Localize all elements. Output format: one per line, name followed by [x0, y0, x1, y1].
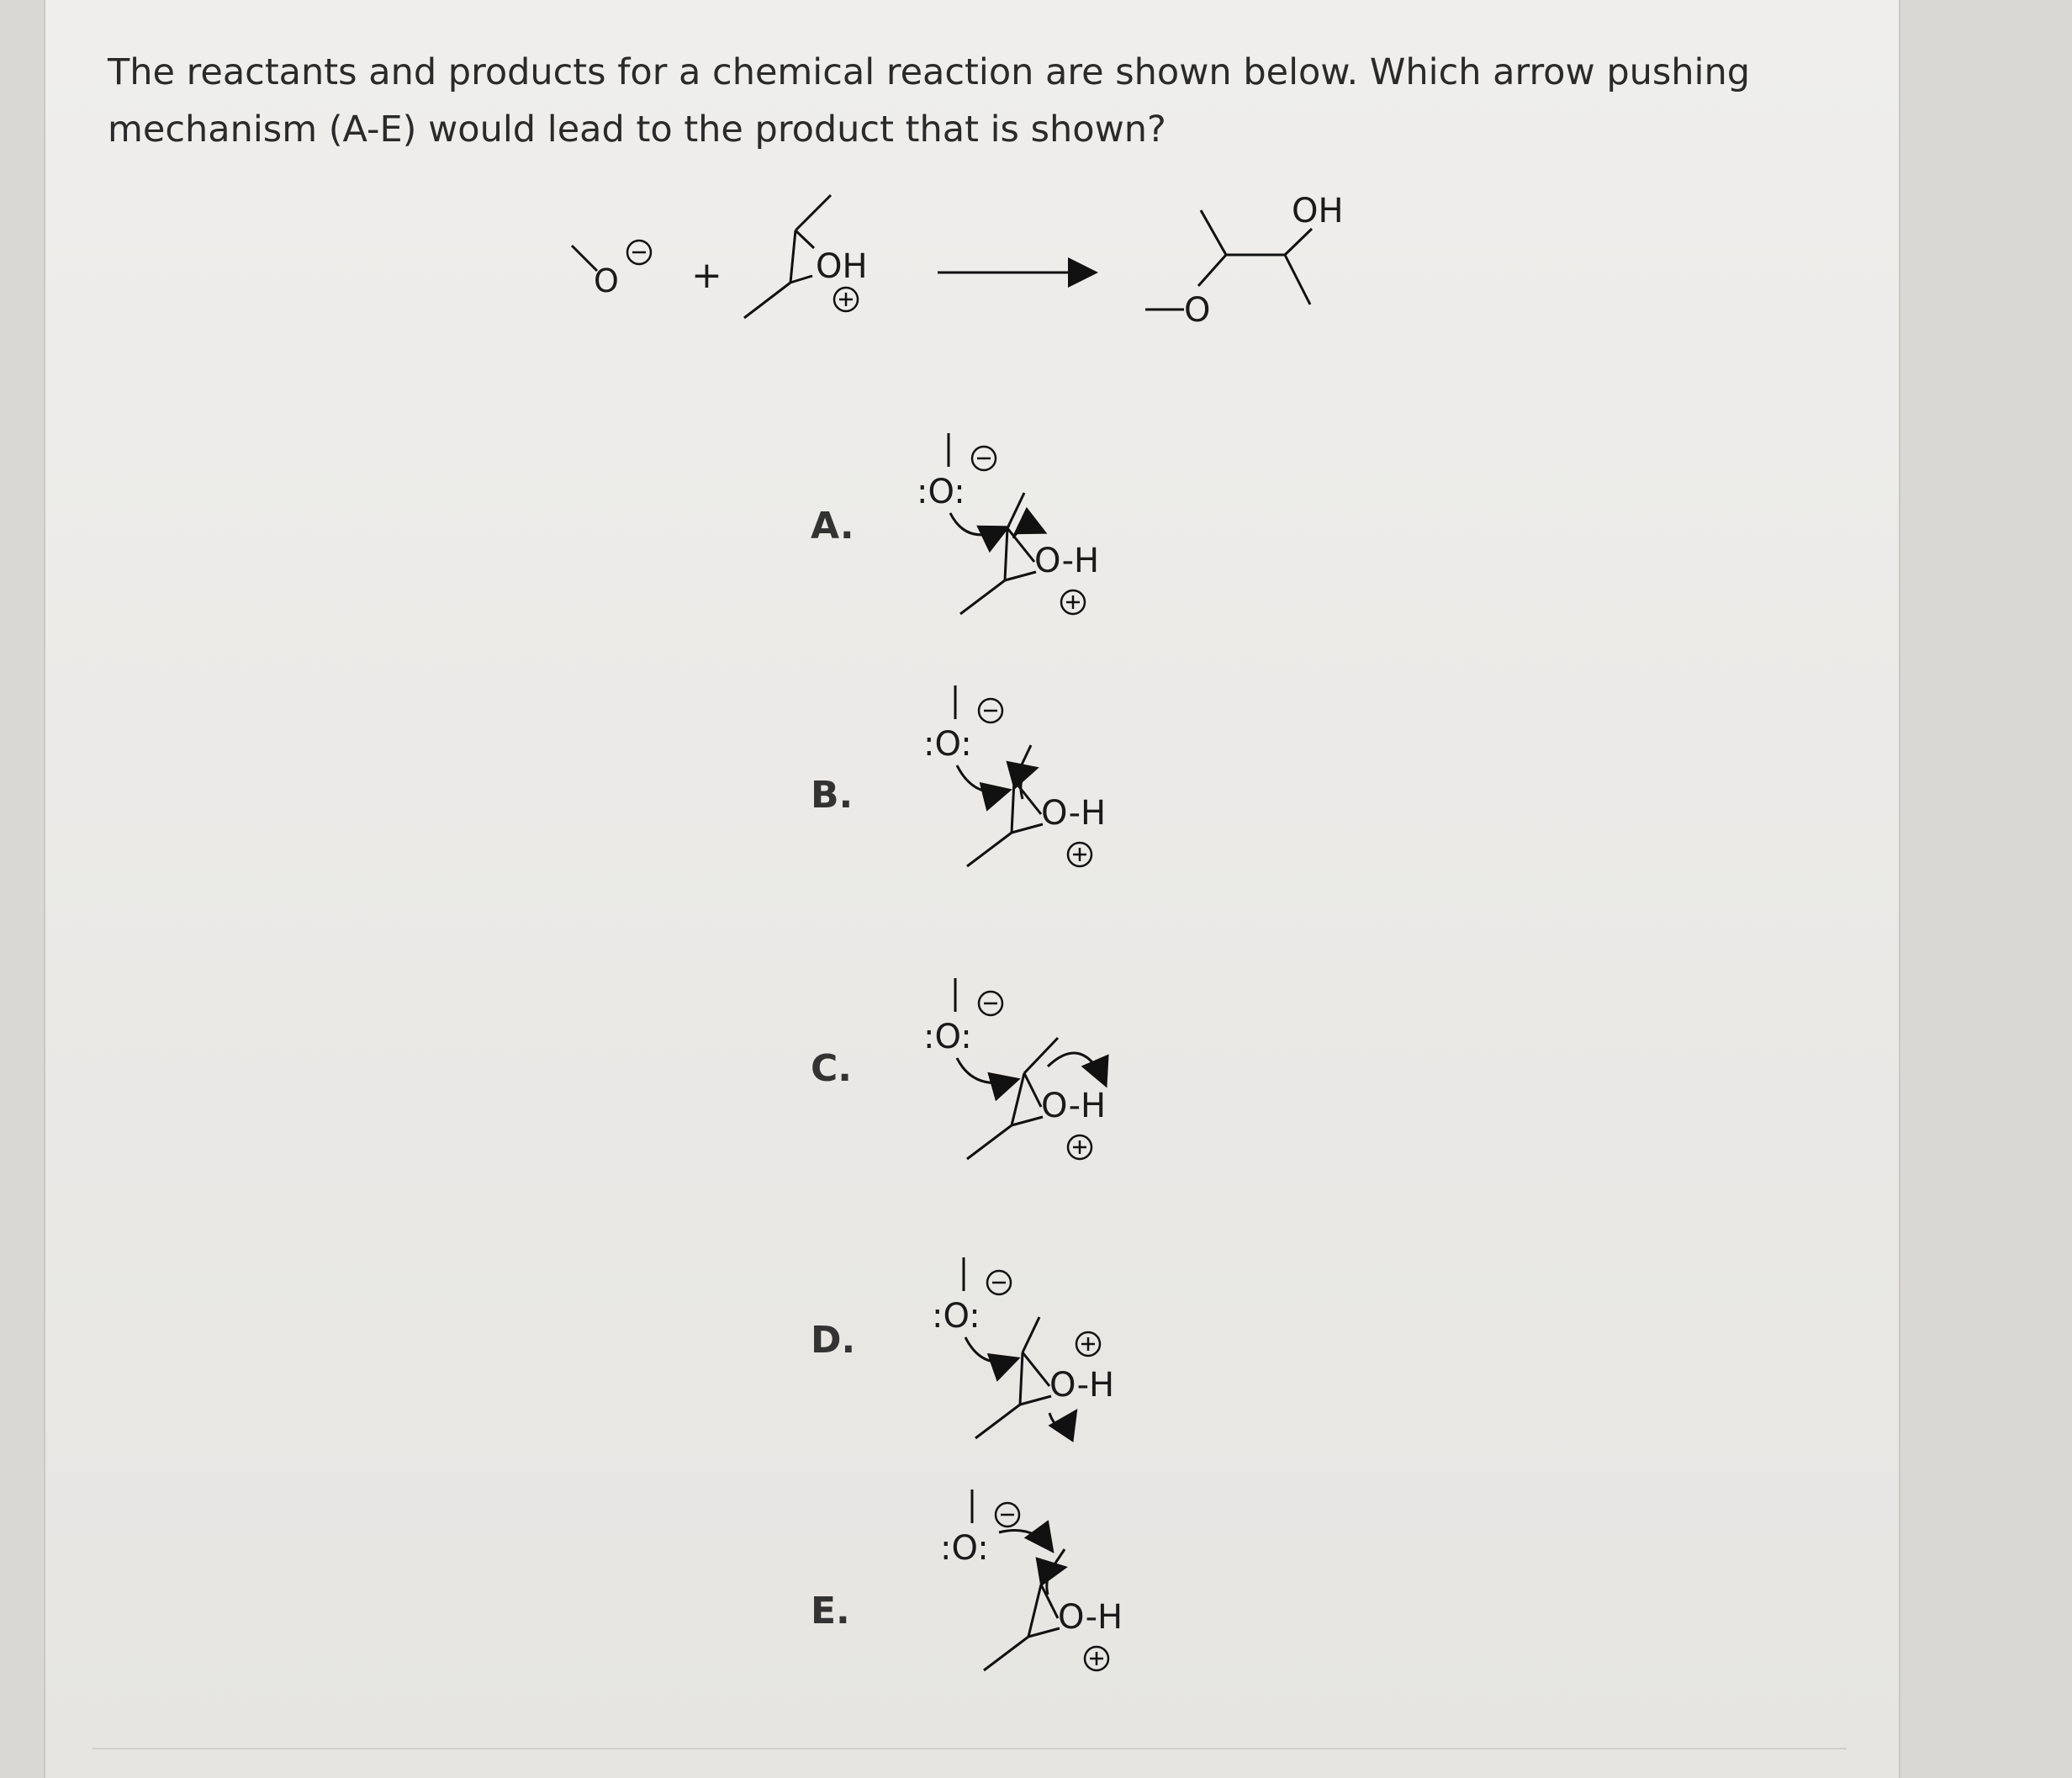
methoxide-oxygen: O [594, 262, 619, 299]
option-d-group: O-H [1049, 1366, 1115, 1405]
option-d-label: D. [811, 1319, 856, 1362]
option-e-group: O-H [1058, 1598, 1123, 1637]
nucleophile-oxygen: :O: [932, 1297, 980, 1336]
nucleophile-oxygen: :O: [917, 473, 965, 511]
nucleophile-oxygen: :O: [940, 1529, 989, 1568]
product-structure [1145, 210, 1312, 310]
nucleophile-oxygen: :O: [923, 725, 972, 764]
option-e-mechanism [940, 1490, 1123, 1670]
option-e-label: E. [811, 1590, 850, 1632]
epoxide-oh-group: OH [816, 247, 868, 286]
product-ether-oxygen: O [1184, 291, 1211, 330]
minus-charge-icon [627, 241, 651, 264]
option-c-group: O-H [1041, 1087, 1107, 1125]
option-a-group: O-H [1034, 542, 1100, 580]
option-a-label: A. [811, 505, 854, 548]
plus-charge-icon [834, 288, 858, 311]
option-c-label: C. [811, 1047, 853, 1090]
option-c-mechanism [923, 978, 1106, 1159]
option-b-label: B. [811, 774, 854, 817]
option-a-mechanism [917, 433, 1099, 614]
plus-sign: + [691, 254, 722, 297]
option-d-mechanism [932, 1257, 1114, 1438]
product-oh-group: OH [1292, 192, 1344, 230]
question-text: The reactants and products for a chemical reaction are shown below. Which arrow pushing mechanism (A-E) would lead to the product that is shown? [108, 51, 1751, 151]
option-b-mechanism [923, 685, 1106, 866]
option-b-group: O-H [1041, 794, 1107, 833]
nucleophile-oxygen: :O: [923, 1018, 972, 1056]
